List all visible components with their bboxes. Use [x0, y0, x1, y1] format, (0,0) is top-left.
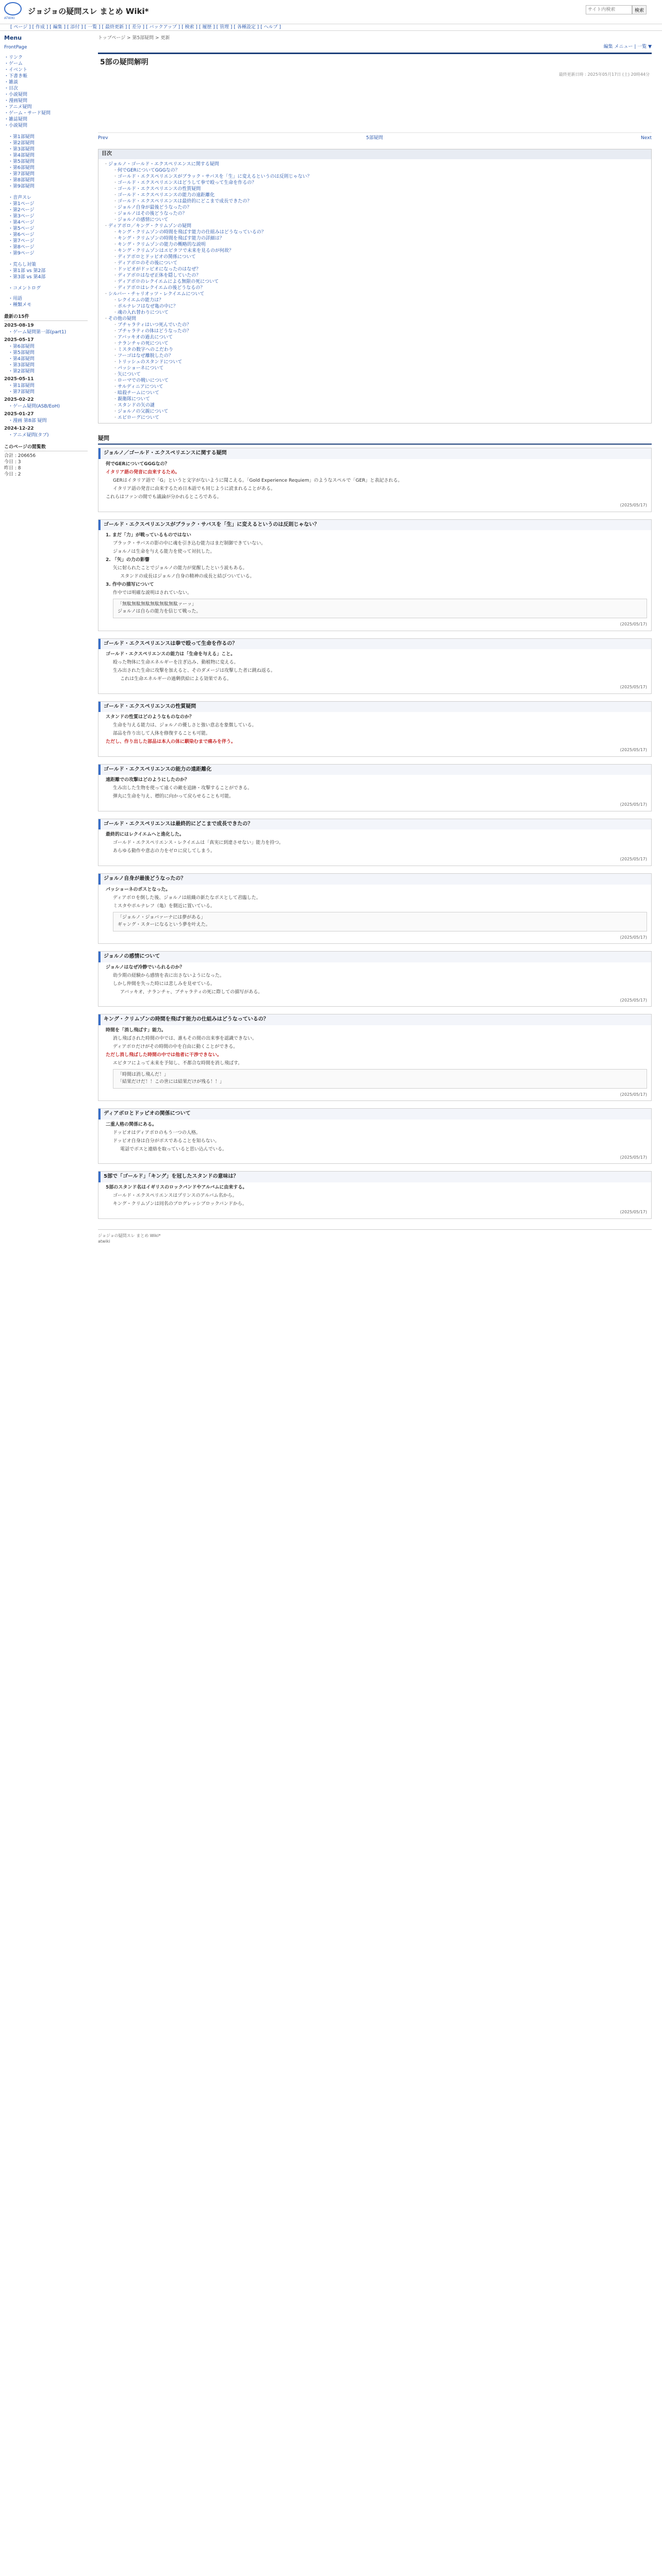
update-date: 2025-08-19 [4, 323, 34, 328]
answer-paragraph: スタンドの性質はどのようなものなのか？ [106, 715, 194, 720]
answer-paragraph: ゴールド・エクスペリエンスはプリンスのアルバム名から。 [113, 1193, 237, 1198]
toc-link[interactable]: ・ 暗殺チームについて [102, 390, 648, 396]
recent-updates [4, 323, 88, 438]
qa-block [98, 819, 652, 866]
toc-title: 目次 [98, 149, 651, 159]
view-count: 合計 : 206656 [4, 453, 36, 459]
top-nav-item[interactable]: [ 管理 ] [216, 25, 233, 30]
toc-link[interactable]: ・ ローマでの戦いについて [102, 378, 648, 384]
top-nav-item[interactable]: [ 履歴 ] [198, 25, 215, 30]
qa-question: 5部で「ゴールド」「キング」を冠したスタンドの意味は？ [98, 1172, 651, 1182]
qa-answer [98, 885, 651, 944]
answer-paragraph: 1. まだ「力」が戦っているものではない [106, 533, 191, 538]
qa-date: (2025/05/17) [620, 997, 647, 1003]
answer-paragraph: 生命を与える能力は、ジョルノの優しさと強い意志を象徴している。 [113, 723, 257, 728]
qa-date: (2025/05/17) [620, 857, 647, 862]
toc-link[interactable]: ・ 何でGERについてGGGなの？ [102, 167, 648, 174]
toc-link[interactable]: ・ ゴールド・エクスペリエンスはどうして拳で殴って生命を作るの？ [102, 180, 648, 186]
update-date: 2024-12-22 [4, 426, 34, 431]
quote-line: 「時間は消し飛んだ！」 [118, 1072, 169, 1077]
menu-item[interactable] [4, 292, 88, 296]
page-title-box [98, 53, 652, 81]
update-item[interactable]: ・第1部疑問 [8, 383, 35, 388]
menu-item[interactable]: ・第7部疑問 [8, 171, 35, 177]
menu-item[interactable]: ・アニメ疑問 [4, 104, 32, 110]
answer-paragraph: ただし、作り出した部品は本人の体に馴染むまで痛みを伴う。 [106, 739, 236, 745]
answer-paragraph: 何でGERについてGGGなの？ [106, 461, 170, 467]
toc-link[interactable]: ・ レクイエムの能力は？ [102, 297, 648, 303]
toc-link[interactable]: ・ 矢について [102, 371, 648, 378]
update-date: 2025-05-17 [4, 337, 34, 343]
left-menu [0, 31, 91, 1250]
answer-paragraph: エピタフによって未来を予知し、不都合な時間を消し飛ばす。 [113, 1060, 243, 1066]
toc-link[interactable]: ・ ジョルノの父親について [102, 409, 648, 415]
top-nav-item[interactable]: [ バックアップ ] [146, 25, 180, 30]
menu-item[interactable]: ・雑談 [4, 79, 19, 85]
page-toolbar[interactable]: 編集 メニュー | 一覧 ▼ [603, 44, 652, 50]
qa-block [98, 1014, 652, 1101]
quote-line: ギャング・スターになるという夢を叶えた。 [118, 922, 210, 927]
toc-link[interactable]: ・ ゴールド・エクスペリエンスの能力の遠距離化 [102, 192, 648, 198]
top-nav-item[interactable]: [ 各種設定 ] [234, 25, 259, 30]
menu-main [4, 44, 88, 129]
qa-answer [98, 712, 651, 756]
menu-item[interactable]: ・第5部疑問 [8, 159, 35, 164]
qa-answer [98, 459, 651, 512]
qa-block [98, 448, 652, 512]
menu-item[interactable]: ・音声スレ [8, 195, 32, 200]
menu-others [4, 262, 88, 280]
answer-paragraph: 部品を作り出して人体を修復することも可能。 [113, 731, 211, 737]
toc-link[interactable]: ・ ディアボロとドッピオの関係について [102, 254, 648, 260]
quote-line: 「ジョルノ・ジョバァーナには夢がある」 [118, 914, 206, 920]
menu-item[interactable]: ・目次 [4, 86, 19, 91]
answer-paragraph: これは生命エネルギーの過剰供給による効果である。 [120, 676, 232, 682]
menu-item[interactable]: ・第2ページ [8, 207, 35, 213]
answer-paragraph: 弾丸に生命を与え、標的に向かって戻らせることも可能。 [113, 794, 234, 800]
qa-block [98, 1108, 652, 1164]
toc-link[interactable]: ・ ブチャラティの体はどうなったの？ [102, 328, 648, 334]
menu-item[interactable]: ・第3部 vs 第4部 [8, 274, 46, 280]
section-link[interactable]: 5部疑問 [366, 135, 383, 141]
menu-item[interactable]: ・荒らし対策 [8, 262, 37, 267]
menu-item[interactable]: ・第1部疑問 [8, 134, 35, 140]
toc-link[interactable]: ・ ジョルノ自身が最後どうなったの？ [102, 205, 648, 211]
qa-block [98, 1171, 652, 1218]
answer-paragraph: イタリア語の発音に由来するため日本語でも同じように読まれることがある。 [113, 486, 276, 492]
answer-paragraph: ディアボロだけがその時間の中を自由に動くことができる。 [113, 1044, 238, 1049]
update-item[interactable]: ・第7部疑問 [8, 389, 35, 395]
menu-item[interactable]: ・種類メモ [8, 302, 32, 308]
menu-item[interactable]: ・リンク [4, 55, 23, 60]
menu-parts [4, 134, 88, 190]
top-nav-item[interactable]: [ 一覧 ] [84, 25, 101, 30]
quote-box [113, 912, 647, 931]
toc-link[interactable]: ・ キング・クリムゾンはエピタフで未来を見るのが何故？ [102, 248, 648, 254]
answer-paragraph: ゴールド・エクスペリエンス・レクイエムは「真実に到達させない」能力を持つ。 [113, 840, 284, 846]
toc-link[interactable]: ・ ゴールド・エクスペリエンスは最終的にどこまで成長できたの？ [102, 198, 648, 205]
footer [98, 1229, 652, 1250]
qa-date: (2025/05/17) [620, 802, 647, 807]
toc-list [98, 159, 651, 423]
menu-item[interactable]: ・第5ページ [8, 226, 35, 231]
answer-paragraph: 遠距離での攻撃はどのようにしたのか？ [106, 777, 190, 783]
quote-box [113, 599, 647, 618]
toc-link[interactable]: ・ その他の疑問 [102, 316, 648, 322]
top-nav [0, 24, 662, 31]
toc-link[interactable]: ・ ディアボロ／キング・クリムゾンの疑問 [102, 223, 648, 229]
menu-item[interactable]: ・第8部疑問 [8, 177, 35, 183]
menu-item[interactable]: ・小説疑問 [4, 92, 28, 97]
qa-date: (2025/05/17) [620, 622, 647, 627]
article-body [98, 433, 652, 1219]
toc-link[interactable]: ・ ゴールド・エクスペリエンスの性質疑問 [102, 186, 648, 192]
updates-heading: 最新の15件 [4, 313, 88, 321]
toc-link[interactable]: ・ パッショーネについて [102, 365, 648, 371]
answer-paragraph: 作中では明確な説明はされていない。 [113, 590, 192, 596]
toc-link[interactable]: ・ キング・クリムゾンの時間を飛ばす能力の詳細は？ [102, 235, 648, 242]
answer-paragraph: スタンドの成長はジョルノ自身の精神の成長と結びついている。 [120, 574, 255, 580]
answer-paragraph: キング・クリムゾンは同名のプログレッシブロックバンドから。 [113, 1201, 247, 1207]
search-button[interactable]: 検索 [632, 5, 647, 14]
update-item[interactable]: ・第2部疑問 [8, 368, 35, 374]
toc-link[interactable]: ・ ポルナレフはなぜ亀の中に？ [102, 303, 648, 310]
toc-link[interactable]: ・ ジョルノ・ゴールド・エクスペリエンスに関する疑問 [102, 161, 648, 167]
answer-paragraph: パッショーネのボスとなった。 [106, 887, 171, 892]
menu-item[interactable]: ・第1ページ [8, 201, 35, 207]
site-logo[interactable] [4, 2, 23, 21]
toc-link[interactable]: ・ 魂の入れ替わりについて [102, 310, 648, 316]
toc-link[interactable]: ・ ブチャラティはいつ死んでいたの？ [102, 322, 648, 328]
answer-paragraph: イタリア語の発音に由来するため。 [106, 469, 180, 475]
qa-date: (2025/05/17) [620, 1209, 647, 1214]
answer-paragraph: 生み出した生物を使って遠くの敵を追跡・攻撃することができる。 [113, 786, 253, 791]
update-date: 2025-01-27 [4, 411, 34, 417]
qa-date: (2025/05/17) [620, 935, 647, 940]
qa-answer [98, 962, 651, 1007]
answer-paragraph: ジョルノはなぜ冷静でいられるのか？ [106, 964, 185, 970]
main-content [91, 31, 662, 1250]
toc-link[interactable]: ・ キング・クリムゾンの能力の概略的な説明 [102, 242, 648, 248]
menu-item[interactable]: ・第9部疑問 [8, 183, 35, 189]
next-link[interactable]: Next [641, 135, 652, 141]
answer-paragraph: 電話でボスと連絡を取っていると思い込んでいる。 [120, 1146, 227, 1152]
toc-link[interactable]: ・ エピローグについて [102, 415, 648, 421]
quote-box [113, 1069, 647, 1089]
page-title: 5部の疑問解明 [100, 58, 148, 67]
answer-paragraph: 消し飛ばされた時間の中では、誰もその間の出来事を認識できない。 [113, 1036, 257, 1041]
quote-line: 「結果だけだ！！この世には結果だけが残る！！」 [118, 1079, 225, 1084]
answer-paragraph: GERはイタリア語で「G」というと文字がないように聞こえる。「Gold Experience Requiem」のようなスペルで「GER」と表記される。 [113, 478, 403, 483]
last-updated: 最終更新日時 : 2025年05月17日 (土) 20時44分 [558, 72, 650, 77]
answer-paragraph: ただし消し飛ばした時間の中では他者に干渉できない。 [106, 1052, 222, 1058]
update-item[interactable]: ・ゲーム疑問(ASB/EoH) [8, 403, 60, 409]
answer-paragraph: 最終的にはレクイエムへと進化した。 [106, 832, 185, 838]
answer-paragraph: 2. 「矢」の力の影響 [106, 557, 150, 563]
answer-paragraph: ゴールド・エクスペリエンスの能力は「生命を与える」こと。 [106, 652, 236, 657]
menu-item[interactable]: ・下書き帳 [4, 73, 28, 79]
qa-block [98, 873, 652, 944]
answer-paragraph: あらゆる動作や意志の力をゼロに戻してしまう。 [113, 849, 216, 854]
view-stats [4, 453, 88, 478]
search-box [586, 5, 647, 14]
answer-paragraph: これらはファンの間でも議論が分かれるところである。 [106, 494, 222, 500]
menu-item[interactable]: ・第8ページ [8, 244, 35, 250]
qa-question: キング・クリムゾンの時間を飛ばす能力の仕組みはどうなっているの？ [98, 1014, 651, 1025]
menu-item[interactable]: ・ゲーム [4, 61, 23, 66]
qa-answer [98, 1182, 651, 1218]
qa-question: ジョルノの感情について [98, 952, 651, 962]
toc-link[interactable]: ・ ディアボロのレクイエムによる無限の死について [102, 279, 648, 285]
answer-paragraph: ドッピオはディアボロのもう一つの人格。 [113, 1130, 201, 1136]
qa-question: ゴールド・エクスペリエンスがブラック・サバスを「生」に変えるというのは反則じゃない？ [98, 520, 651, 531]
logo-text: ATWIKI [4, 16, 15, 20]
quote-line: 「無駄無駄無駄無駄無駄無駄ァーッ」 [118, 602, 197, 607]
toc-link[interactable]: ・ キング・クリムゾンの時間を飛ばす能力の仕組みはどうなっているの？ [102, 229, 648, 235]
toc-link[interactable]: ・ アバッキオの過去について [102, 334, 648, 341]
answer-paragraph: 幼少期の経験から感情を表に出さないようになった。 [113, 973, 225, 978]
toc-link[interactable]: ・ シルバー・チャリオッツ・レクイエムについて [102, 291, 648, 297]
answer-paragraph: ミスタやポルナレフ（亀）を側近に置いている。 [113, 903, 215, 909]
qa-question: ディアボロとドッピオの関係について [98, 1109, 651, 1120]
qa-date: (2025/05/17) [620, 502, 647, 507]
menu-item[interactable]: ・小説疑問 [4, 123, 28, 128]
answer-paragraph: ブラック・サバスの影の中に魂を引き込む能力はまだ制御できていない。 [113, 541, 266, 547]
toc-link[interactable]: ・ ディアボロはレクイエムの後どうなるの？ [102, 285, 648, 291]
top-nav-item[interactable]: [ 最終更新 ] [102, 25, 127, 30]
logo-circle-icon [4, 2, 22, 15]
answer-paragraph: 殴った物体に生命エネルギーを注ぎ込み、動植物に変える。 [113, 660, 239, 666]
qa-question: ジョルノ自身が最後どうなったの？ [98, 874, 651, 885]
menu-item[interactable]: ・第3ページ [8, 213, 35, 219]
toc-link[interactable]: ・ ジョルノの感情について [102, 217, 648, 223]
menu-item[interactable]: ・コメントログ [8, 285, 41, 291]
toc-link[interactable]: ・ フーゴはなぜ離脱したの？ [102, 353, 648, 359]
top-nav-item[interactable]: [ ページ ] [10, 25, 31, 30]
answer-paragraph: 5部のスタンド名はイギリスのロックバンドやアルバムに由来する。 [106, 1184, 247, 1190]
update-date: 2025-05-11 [4, 376, 34, 382]
menu-item[interactable]: ・第9ページ [8, 250, 35, 256]
site-title[interactable]: ジョジョの疑問スレ まとめ Wiki* [28, 7, 149, 16]
view-count: 今日 : 2 [4, 471, 21, 477]
top-nav-item[interactable]: [ ヘルプ ] [260, 25, 281, 30]
prev-link[interactable]: Prev [98, 135, 108, 141]
top-nav-item[interactable]: [ 作成 ] [32, 25, 48, 30]
stats-heading: このページの閲覧数 [4, 444, 88, 451]
qa-block [98, 701, 652, 757]
update-date: 2025-02-22 [4, 397, 34, 402]
footer-site-name[interactable]: ジョジョの疑問スレ まとめ Wiki* [98, 1233, 161, 1238]
menu-item[interactable]: ・雑誌疑問 [4, 116, 28, 122]
qa-question: ジョルノ／ゴールド・エクスペリエンスに関する疑問 [98, 448, 651, 459]
qa-answer [98, 1120, 651, 1164]
menu-item[interactable]: ・第2部疑問 [8, 140, 35, 146]
qa-question: ゴールド・エクスペリエンスの性質疑問 [98, 702, 651, 713]
update-item[interactable]: ・第3部疑問 [8, 362, 35, 368]
menu-item[interactable]: ・漫画疑問 [4, 98, 28, 104]
update-item[interactable]: ・第6部疑問 [8, 344, 35, 349]
menu-item[interactable]: ・用語 [8, 296, 23, 301]
breadcrumb[interactable]: トップページ > 第5部疑問 > 更新 [98, 36, 170, 41]
menu-item[interactable]: ・第1部 vs 第2部 [8, 268, 46, 274]
qa-date: (2025/05/17) [620, 748, 647, 753]
qa-list [98, 448, 652, 1218]
site-header [0, 0, 662, 24]
quote-line: ジョルノは自らの能力を信じて戦った。 [118, 609, 201, 615]
menu-item[interactable]: ・第3部疑問 [8, 146, 35, 152]
qa-block [98, 519, 652, 631]
toc-link[interactable]: ・ サルディニアについて [102, 384, 648, 390]
qa-question: ゴールド・エクスペリエンスの能力の遠距離化 [98, 765, 651, 775]
qa-answer [98, 1025, 651, 1101]
qa-block [98, 764, 652, 811]
menu-misc [4, 285, 88, 308]
qa-question: ゴールド・エクスペリエンスは最終的にどこまで成長できたの？ [98, 819, 651, 830]
toc-link[interactable]: ・ ミスタの数字へのこだわり [102, 347, 648, 353]
answer-paragraph: 生み出された生命に攻撃を加えると、そのダメージは攻撃した者に跳ね返る。 [113, 668, 275, 674]
qa-block [98, 951, 652, 1007]
qa-answer [98, 775, 651, 811]
view-count: 昨日 : 8 [4, 465, 21, 471]
view-count: 今日 : 3 [4, 459, 21, 465]
menu-item[interactable]: ・第6部疑問 [8, 165, 35, 171]
menu-item[interactable]: ・第6ページ [8, 232, 35, 238]
answer-paragraph: 3. 作中の描写について [106, 582, 154, 588]
search-input[interactable] [586, 5, 632, 14]
toc-link[interactable]: ・ トリッシュのスタンドについて [102, 359, 648, 365]
top-nav-item[interactable]: [ 差分 ] [128, 25, 145, 30]
qa-answer [98, 649, 651, 693]
update-item[interactable]: ・漫画 第8部 疑問 [8, 418, 47, 423]
menu-extra [4, 195, 88, 257]
section-heading: 疑問 [98, 433, 652, 445]
qa-date: (2025/05/17) [620, 1155, 647, 1160]
menu-item[interactable]: ・第4ページ [8, 219, 35, 225]
qa-answer [98, 829, 651, 866]
menu-item[interactable] [4, 50, 88, 55]
menu-title: Menu [4, 35, 22, 41]
menu-item[interactable]: ・第7ページ [8, 238, 35, 244]
answer-paragraph: しかし仲間を失った時には悲しみを見せている。 [113, 981, 216, 987]
top-nav-item[interactable]: [ 添付 ] [67, 25, 83, 30]
update-item[interactable]: ・アニメ疑問(タブ) [8, 432, 49, 438]
toc-link[interactable]: ・ ディアボロはなぜ正体を隠していたの？ [102, 273, 648, 279]
top-nav-item[interactable]: [ 検索 ] [181, 25, 197, 30]
toc-link[interactable]: ・ スタンドの矢の謎 [102, 402, 648, 409]
answer-paragraph: ジョルノは生命を与える能力を使って対抗した。 [113, 549, 215, 555]
menu-item[interactable]: FrontPage [4, 44, 27, 50]
qa-date: (2025/05/17) [620, 1092, 647, 1097]
toc-link[interactable]: ・ 親衛隊について [102, 396, 648, 402]
page-navigation [98, 132, 652, 142]
update-item[interactable]: ・ゲーム疑問第一部(part1) [8, 329, 67, 335]
table-of-contents [98, 149, 652, 423]
qa-date: (2025/05/17) [620, 685, 647, 690]
answer-paragraph: ディアボロを倒した後、ジョルノは組織の新たなボスとして君臨した。 [113, 895, 261, 901]
toc-link[interactable]: ・ ゴールド・エクスペリエンスがブラック・サバスを「生」に変えるというのは反則じゃない？ [102, 174, 648, 180]
qa-block [98, 638, 652, 694]
update-item[interactable]: ・第5部疑問 [8, 350, 35, 355]
toc-link[interactable]: ・ ジョルノはその後どうなったの？ [102, 211, 648, 217]
menu-item[interactable]: ・イベント [4, 67, 28, 73]
qa-answer [98, 530, 651, 631]
menu-item[interactable]: ・第4部疑問 [8, 152, 35, 158]
toc-link[interactable]: ・ ドッピオがドッピオになったのはなぜ？ [102, 266, 648, 273]
answer-paragraph: 時間を「消し飛ばす」能力。 [106, 1027, 167, 1033]
update-item[interactable]: ・第4部疑問 [8, 356, 35, 362]
answer-paragraph: アバッキオ、ナランチャ、ブチャラティの死に際しての描写がある。 [120, 989, 263, 995]
toc-link[interactable]: ・ ナランチャの死について [102, 341, 648, 347]
menu-item[interactable]: ・ゲーム・サード疑問 [4, 110, 51, 116]
top-nav-item[interactable]: [ 編集 ] [49, 25, 66, 30]
answer-paragraph: ドッピオ自身は自分がボスであることを知らない。 [113, 1138, 220, 1144]
qa-question: ゴールド・エクスペリエンスは拳で殴って生命を作るの？ [98, 639, 651, 650]
footer-host[interactable]: atwiki [98, 1239, 110, 1244]
answer-paragraph: 矢に射られたことでジョルノの能力が覚醒したという説もある。 [113, 566, 247, 571]
toc-link[interactable]: ・ ディアボロのその後について [102, 260, 648, 266]
answer-paragraph: 二重人格の関係にある。 [106, 1122, 157, 1127]
